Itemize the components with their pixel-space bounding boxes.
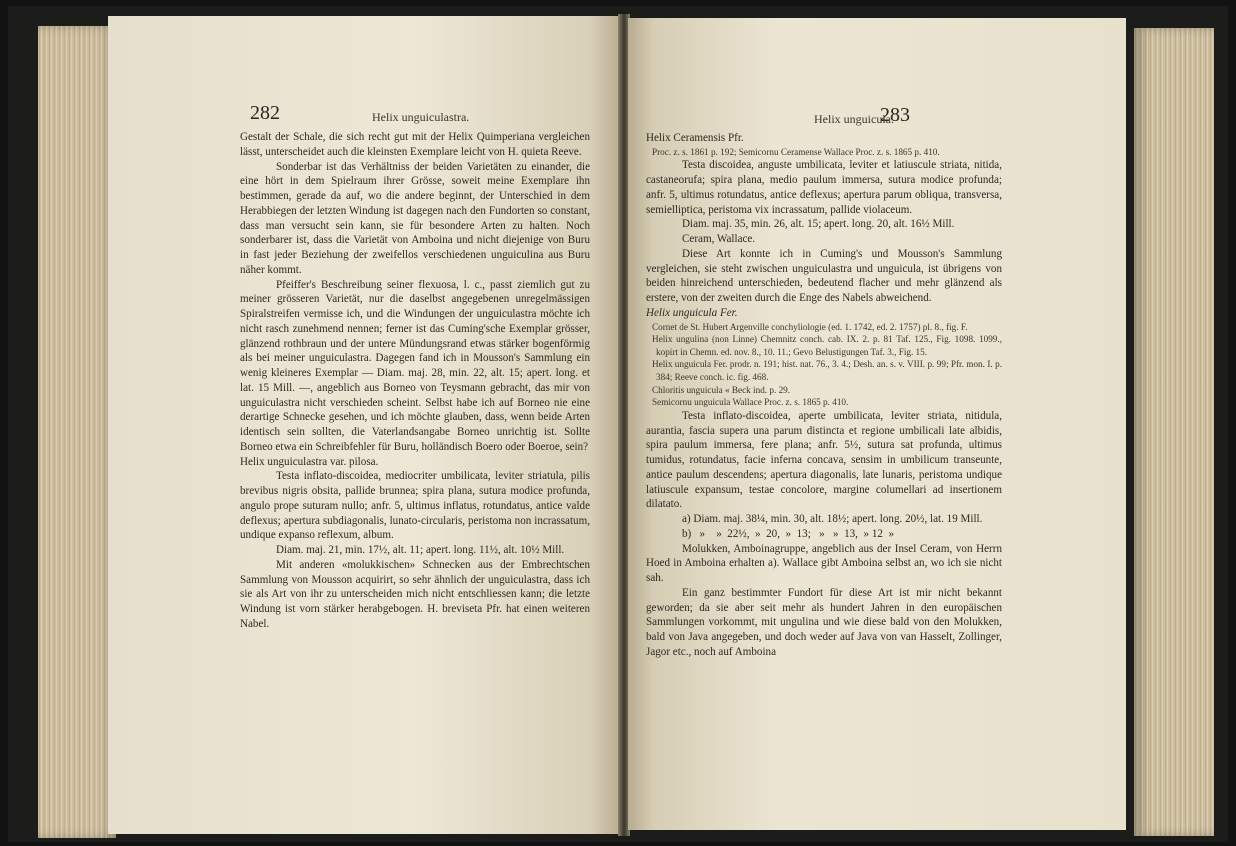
reference: Cornet de St. Hubert Argenville conchyliologie (ed. 1. 1742, ed. 2. 1757) pl. 8., fig. F. [652, 321, 968, 332]
right-page [628, 18, 1126, 830]
paragraph: Gestalt der Schale, die sich recht gut mit der Helix Quimperiana vergleichen lässt, unterscheidet auch die kleinsten Exemplare leicht von H. quieta Reeve. [240, 131, 590, 158]
variety-heading: Helix unguiculastra var. pilosa. [240, 455, 379, 468]
measurement-a: a) Diam. maj. 38¼, min. 30, alt. 18½; apert. long. 20½, lat. 19 Mill. [682, 513, 983, 525]
species-measurements: Diam. maj. 35, min. 26, alt. 15; apert. long. 20, alt. 16½ Mill. [682, 218, 955, 231]
species-description: Testa discoidea, anguste umbilicata, leviter et latiuscule striata, nitida, castaneorufa; spira plana, medio paulum immersa, sutura modice profunda; anfr. 5, ultimus rotundatus, antice deflexus; apertura parum obliqua, transversa, semielliptica, peristoma vix incrassatum, pallide violaceum. [646, 159, 1002, 216]
species-note: Diese Art konnte ich in Cuming's und Mousson's Sammlung vergleichen, sie steht zwischen unguiculastra und unguicula, ist übrigens von beiden hinreichend unterschieden, bedeutend flacher und mehr glänzend als erstere, von der zweiten durch die Enge des Nabels abweichend. [646, 247, 1002, 305]
reference: Chloritis unguicula « Beck ind. p. 29. [652, 384, 791, 395]
species-note: Ein ganz bestimmter Fundort für diese Art ist mir nicht bekannt geworden; da sie aber seit mehr als hundert Jahren in den europäischen Sammlungen vorkommt, mit ungulina und wie diese bald von den Molukken, bald von Java angegeben, und doch weder auf Java von van Hasselt, Zollinger, Jagor etc., noch auf Amboina [646, 586, 1002, 658]
right-page-edges [1134, 28, 1214, 836]
paragraph: Pfeiffer's Beschreibung seiner flexuosa, l. c., passt ziemlich gut zu meiner grösseren Varietät, nur die daselbst angegebenen unregelmässigen Spiralstreifen vermisse ich, und die Windungen der unguiculastra möchte ich nicht rasch zunehmend nennen; ferner ist das Cuming'sche Exemplar grösser, glänzend rothbraun und der untere Mündungsrand etwas stärker bogenförmig als bei meiner unguiculastra. Dagegen fand ich in Mousson's Sammlung ein wenig kleineres Exemplar — Diam. maj. 28, min. 22, alt. 15; apert. long. et lat. 15 Mill. —, angeblich aus Borneo von Teysmann gebracht, das mir von unguiculastra nicht verschieden scheint. Selbst habe ich auf Borneo nie eine derartige Schnecke gesehen, und ich möchte glauben, dass, wenn beide Arten identisch sein sollten, die Vaterlandsangabe Borneo unrichtig ist. Sollte Borneo etwa ein Schreibfehler für Buru, holländisch Boero oder Boeroe, sein? [240, 278, 590, 453]
variety-measurements: Diam. maj. 21, min. 17½, alt. 11; apert. long. 11½, alt. 10½ Mill. [276, 544, 565, 556]
left-page [108, 16, 620, 834]
right-page-number: 283 [880, 104, 910, 126]
reference: Helix ungulina (non Linne) Chemnitz conch. cab. IX. 2. p. 81 Taf. 125., Fig. 1098. 1099., kopirt in Chemn. ed. nov. 8., 10. 11.; Gevo Belustigungen Taf. 3., Fig. 15. [652, 334, 1002, 357]
reference: Proc. z. s. 1861 p. 192; Semicornu Ceramense Wallace Proc. z. s. 1865 p. 410. [652, 146, 940, 157]
right-running-head: Helix unguicula. [814, 112, 894, 126]
reference-list [646, 321, 1002, 409]
species-heading: Helix Ceramensis Pfr. [646, 132, 744, 144]
measurement-b: b) » » 22½, » 20, » 13; » » 13, » 12 » [682, 527, 895, 540]
variety-closing: Mit anderen «molukkischen» Schnecken aus der Embrechtschen Sammlung von Mousson acquirirt, so sehr ähnlich der unguiculastra, dass ich sie als Art von ihr zu unterscheiden mich nicht entschliessen kann; die letzte Windung ist vorn stärker herabgebogen. H. breviseta Pfr. hat einen weiteren Nabel. [240, 558, 590, 630]
right-body [646, 131, 1002, 660]
species-locality: Molukken, Amboinagruppe, angeblich aus der Insel Ceram, von Herrn Hoed in Amboina erhalten a). Wallace gibt Amboina selbst an, wo ich sie nicht sah. [646, 542, 1002, 584]
paragraph: Sonderbar ist das Verhältniss der beiden Varietäten zu einander, die eine hört in dem Spielraum ihrer Grösse, soweit meine Exemplare ihn bestimmen, gerade da auf, wo die andere beginnt, der Unterschied in dem Herabbiegen der letzten Windung ist dagegen nach den Fundorten so constant, dass man versucht sein kann, sie für besondere Arten zu halten. Noch sonderbarer ist, dass die Varietät von Amboina und nicht diejenige von Buru in fast jeder Beziehung der zweifellos verschiedenen unguiculina aus Buru näher kommt. [240, 160, 590, 276]
species-locality: Ceram, Wallace. [682, 233, 756, 246]
reference: Helix unguicula Fer. prodr. n. 191; hist. nat. 76., 3. 4.; Desh. an. s. v. VIII. p. 99; Pfr. mon. I. p. 384; Reeve conch. ic. fig. 468. [652, 359, 1002, 382]
species-description: Testa inflato-discoidea, aperte umbilicata, leviter striata, nitidula, aurantia, fascia supera una parum distincta et regione umbilicali late albidis, spira paulum immersa, fere plana; anfr. 5½, sutura sat profunda, ultimus tumidus, rotundatus, facie inferna concava, sensim in umbilicum transeunte, antice paulum descendens; apertura diagonalis, late lunaris, peristoma undique latiuscule expansum, testae concolore, margine columellari ad insertionem dilatato. [646, 409, 1002, 511]
left-running-head: Helix unguiculastra. [372, 110, 470, 124]
reference: Semicornu unguicula Wallace Proc. z. s. 1865 p. 410. [652, 397, 849, 408]
species-heading: Helix unguicula Fer. [646, 306, 738, 319]
left-page-edges [38, 26, 116, 838]
left-body [240, 130, 590, 632]
variety-description: Testa inflato-discoidea, mediocriter umbilicata, leviter striatula, pilis brevibus nigris obsita, pallide brunnea; spira plana, sutura modice profunda, angulo prope suturam nullo; anfr. 5, ultimus inflatus, rotundatus, antice valde deflexus; apertura subdiagonalis, lunato-circularis, peristoma non incrassatum, undique expanso reflexum, album. [240, 470, 590, 542]
left-page-number: 282 [250, 102, 280, 124]
